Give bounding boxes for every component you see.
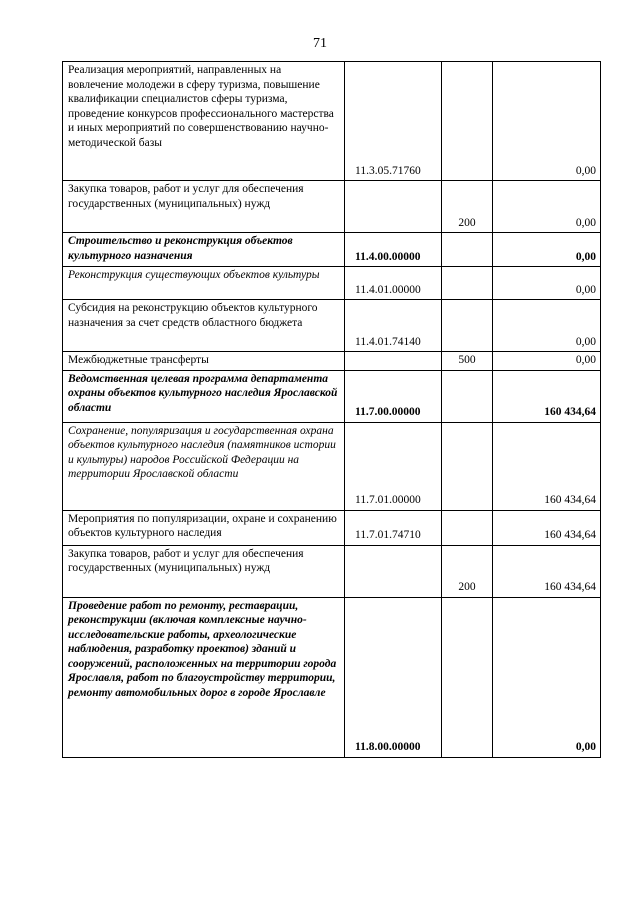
row-name: Проведение работ по ремонту, реставрации, реконструкции (включая комплексные научно-исследовательские работы, археологические наблюдения, разработку проектов) зданий и сооружений, расположенных на территории города Ярославля, работ по благоустройству территории, ремонту автомобильных дорог в городе Ярославле bbox=[63, 597, 345, 757]
page-number: 71 bbox=[313, 36, 327, 51]
row-code: 11.7.01.00000 bbox=[345, 422, 442, 510]
table-row bbox=[63, 545, 601, 597]
row-sum: 0,00 bbox=[493, 300, 601, 352]
row-expense-type bbox=[442, 370, 493, 422]
table-row bbox=[63, 352, 601, 371]
row-expense-type: 200 bbox=[442, 181, 493, 233]
row-code bbox=[345, 181, 442, 233]
row-name: Закупка товаров, работ и услуг для обеспечения государственных (муниципальных) нужд bbox=[63, 545, 345, 597]
row-sum: 0,00 bbox=[493, 181, 601, 233]
row-sum: 160 434,64 bbox=[493, 545, 601, 597]
row-sum: 0,00 bbox=[493, 352, 601, 371]
row-expense-type bbox=[442, 62, 493, 181]
row-sum: 160 434,64 bbox=[493, 370, 601, 422]
row-sum: 0,00 bbox=[493, 597, 601, 757]
row-name: Межбюджетные трансферты bbox=[63, 352, 345, 371]
row-code bbox=[345, 545, 442, 597]
table-row bbox=[63, 300, 601, 352]
row-code: 11.4.00.00000 bbox=[345, 233, 442, 267]
row-sum: 0,00 bbox=[493, 233, 601, 267]
row-expense-type bbox=[442, 233, 493, 267]
row-sum: 0,00 bbox=[493, 62, 601, 181]
row-name: Сохранение, популяризация и государственная охрана объектов культурного наследия (памятников истории и культуры) народов Российской Федерации на территории Ярославской области bbox=[63, 422, 345, 510]
row-name: Реконструкция существующих объектов культуры bbox=[63, 267, 345, 300]
row-name: Ведомственная целевая программа департамента охраны объектов культурного наследия Ярославской области bbox=[63, 370, 345, 422]
row-sum: 160 434,64 bbox=[493, 510, 601, 545]
row-code: 11.7.00.00000 bbox=[345, 370, 442, 422]
row-code: 11.8.00.00000 bbox=[345, 597, 442, 757]
row-code bbox=[345, 352, 442, 371]
table-row bbox=[63, 370, 601, 422]
row-expense-type bbox=[442, 267, 493, 300]
budget-table bbox=[62, 61, 601, 758]
table-row bbox=[63, 62, 601, 181]
row-name: Реализация мероприятий, направленных на вовлечение молодежи в сферу туризма, повышение квалификации специалистов сферы туризма, проведение конкурсов профессионального мастерства и иных мероприятий по совершенствованию научно-методической базы bbox=[63, 62, 345, 181]
row-expense-type bbox=[442, 597, 493, 757]
row-name: Мероприятия по популяризации, охране и сохранению объектов культурного наследия bbox=[63, 510, 345, 545]
table-row bbox=[63, 422, 601, 510]
row-code: 11.3.05.71760 bbox=[345, 62, 442, 181]
row-expense-type bbox=[442, 300, 493, 352]
row-expense-type: 200 bbox=[442, 545, 493, 597]
table-row bbox=[63, 510, 601, 545]
row-code: 11.4.01.00000 bbox=[345, 267, 442, 300]
row-name: Закупка товаров, работ и услуг для обеспечения государственных (муниципальных) нужд bbox=[63, 181, 345, 233]
table-row bbox=[63, 267, 601, 300]
row-name: Субсидия на реконструкцию объектов культурного назначения за счет средств областного бюджета bbox=[63, 300, 345, 352]
table-row bbox=[63, 181, 601, 233]
row-code: 11.7.01.74710 bbox=[345, 510, 442, 545]
table-row bbox=[63, 233, 601, 267]
row-expense-type: 500 bbox=[442, 352, 493, 371]
row-expense-type bbox=[442, 422, 493, 510]
row-name: Строительство и реконструкция объектов культурного назначения bbox=[63, 233, 345, 267]
row-sum: 160 434,64 bbox=[493, 422, 601, 510]
row-expense-type bbox=[442, 510, 493, 545]
table-row bbox=[63, 597, 601, 757]
row-code: 11.4.01.74140 bbox=[345, 300, 442, 352]
row-sum: 0,00 bbox=[493, 267, 601, 300]
